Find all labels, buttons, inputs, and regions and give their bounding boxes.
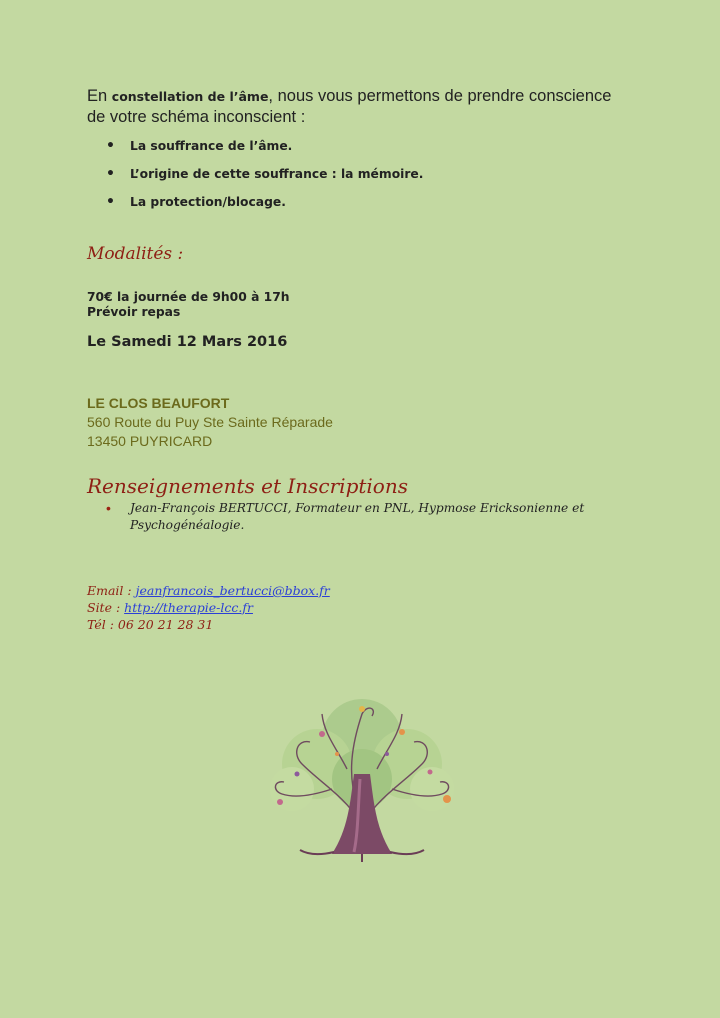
- phone-line: Tél : 06 20 21 28 31: [87, 617, 214, 632]
- site-line: Site : http://therapie-lcc.fr: [87, 600, 253, 615]
- event-date: Le Samedi 12 Mars 2016: [87, 334, 288, 350]
- person-text: Jean-François BERTUCCI, Formateur en PNL, Hypmose Ericksonienne et Psychogénéalogie.: [130, 501, 585, 532]
- intro-prefix: En: [87, 87, 112, 105]
- intro-rest: , nous vous permettons de prendre conscience: [268, 87, 612, 105]
- site-link[interactable]: http://therapie-lcc.fr: [124, 600, 253, 615]
- modalites-heading: Modalités :: [87, 244, 184, 264]
- venue-street: 560 Route du Puy Ste Sainte Réparade: [87, 414, 333, 430]
- bullet-icon: •: [106, 166, 115, 182]
- price-text: 70€ la journée de 9h00 à 17h: [87, 290, 290, 304]
- bullet-icon: •: [106, 194, 115, 210]
- bullet-icon: •: [106, 500, 111, 516]
- bullet-icon: •: [106, 138, 115, 154]
- document-page: En constellation de l’âme, nous vous permettons de prendre conscience de votre schéma inconscient : • La souffrance de l’âme. • L’origine de cette souffrance : la mémoire. • La protection/blocage. Modalités : 70€ la journée de 9h00 à 17h Prévoir repas Le Samedi 12 Mars 2016 LE CLOS BEAUFORT 560 Route du Puy Ste Sainte Réparade 13450 PUYRICARD Renseignements et Inscriptions • Jean-François BERTUCCI, Formateur en PNL, Hypmose Ericksonienne et Psychogénéalogie. Email : jeanfrancois_bertucci@bbox.fr Site : http://therapie-lcc.fr Tél : 06 20 21 28 31: [0, 0, 720, 1018]
- email-line: Email : jeanfrancois_bertucci@bbox.fr: [87, 583, 330, 598]
- email-link[interactable]: jeanfrancois_bertucci@bbox.fr: [135, 583, 330, 598]
- venue-address: [87, 394, 333, 451]
- price-block: [87, 290, 290, 320]
- venue-name: LE CLOS BEAUFORT: [87, 395, 230, 411]
- intro-term: constellation de l’âme: [111, 89, 269, 104]
- meal-text: Prévoir repas: [87, 305, 181, 319]
- contact-details: [87, 582, 330, 633]
- decorative-tree-icon: [262, 694, 462, 864]
- intro-line2: de votre schéma inconscient :: [87, 108, 306, 126]
- intro-paragraph: [87, 86, 647, 127]
- info-heading: Renseignements et Inscriptions: [87, 474, 408, 498]
- venue-city: 13450 PUYRICARD: [87, 433, 213, 449]
